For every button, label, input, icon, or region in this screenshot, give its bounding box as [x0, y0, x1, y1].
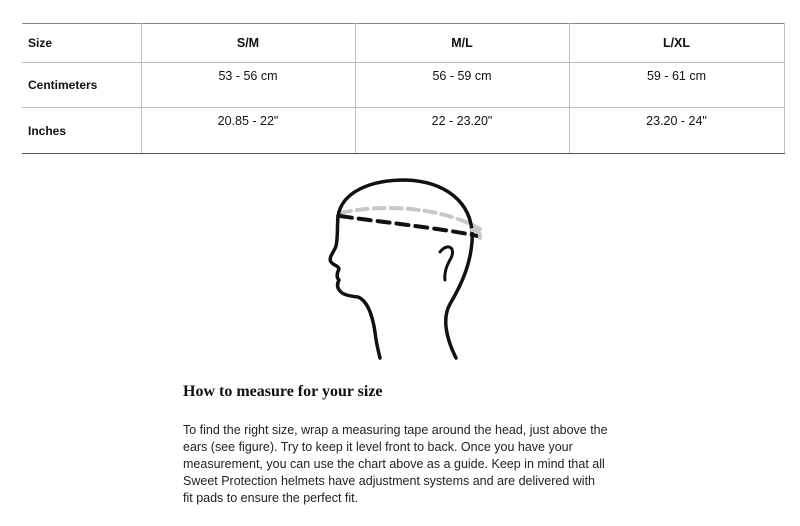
- ear: [440, 247, 453, 280]
- inches-ml-cell: 22 - 23.20": [355, 108, 569, 154]
- size-header-cell: Size: [22, 24, 141, 63]
- inches-label: Inches: [22, 108, 141, 154]
- size-sm-header-cell: S/M: [141, 24, 355, 63]
- inches-sm-cell: 20.85 - 22": [141, 108, 355, 154]
- inches-row: [22, 108, 784, 154]
- instructions-line: fit pads to ensure the perfect fit.: [183, 491, 359, 505]
- head-outline: [338, 180, 472, 358]
- inches-lxl-cell: 23.20 - 24": [569, 108, 784, 154]
- instructions-text: [183, 422, 633, 507]
- centimeters-ml-cell: 56 - 59 cm: [355, 63, 569, 108]
- size-chart-header-row: [22, 24, 784, 63]
- instructions-line: Sweet Protection helmets have adjustment systems and are delivered with: [183, 474, 596, 488]
- centimeters-label: Centimeters: [22, 63, 141, 108]
- centimeters-row: [22, 63, 784, 108]
- instructions-line: measurement, you can use the chart above as a guide. Keep in mind that all: [183, 457, 605, 471]
- instructions-title: How to measure for your size: [183, 383, 383, 400]
- size-ml-header-cell: M/L: [355, 24, 569, 63]
- size-lxl-header-cell: L/XL: [569, 24, 784, 63]
- centimeters-sm-cell: 53 - 56 cm: [141, 63, 355, 108]
- instructions-line: ears (see figure). Try to keep it level front to back. Once you have your: [183, 440, 573, 454]
- head-measuring-tape-icon: [320, 172, 490, 362]
- size-chart-table: [22, 23, 785, 154]
- face-profile: [330, 216, 380, 358]
- centimeters-lxl-cell: 59 - 61 cm: [569, 63, 784, 108]
- instructions-line: To find the right size, wrap a measuring tape around the head, just above the: [183, 423, 608, 437]
